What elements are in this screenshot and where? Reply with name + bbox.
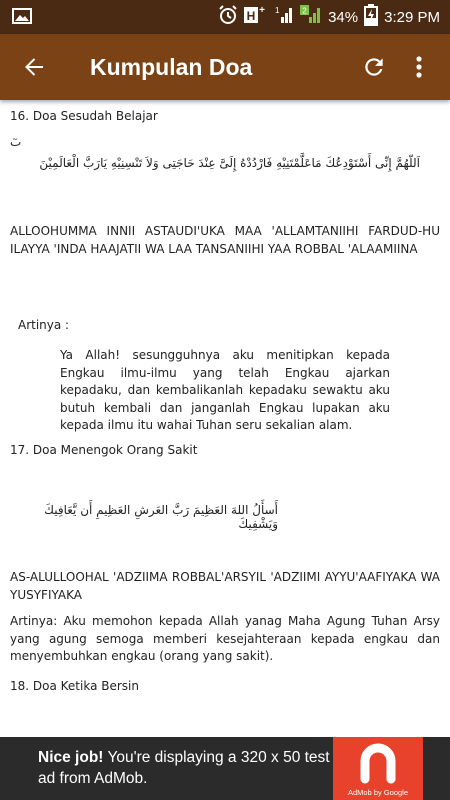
battery-percent: 34% — [328, 8, 359, 26]
admob-logo-icon — [333, 737, 423, 789]
gallery-icon — [12, 8, 32, 28]
ad-banner[interactable] — [0, 737, 450, 800]
doa17-latin: AS-ALULLOOHAL 'ADZIIMA ROBBAL'ARSYIL 'ADZIIMI AYYU'AAFIYAKA WA YUSYFIYAKA — [10, 570, 440, 602]
sim2-signal-icon — [300, 5, 322, 29]
ad-text — [38, 747, 330, 789]
clock: 3:29 PM — [384, 8, 440, 26]
admob-byline: AdMob by Google — [347, 788, 409, 797]
ad-bold-text: Nice job! — [38, 749, 104, 766]
doa18-heading: 18. Doa Ketika Bersin — [10, 679, 139, 693]
doa17-artinya: Artinya: Aku memohon kepada Allah yanag Maha Agung Tuhan Arsy yang agung semoga memberi kesejahteraan kepada engkau dan menyembuhkan engkau (orang yang sakit). — [10, 614, 440, 663]
more-vert-icon — [415, 55, 423, 79]
refresh-button[interactable] — [358, 51, 390, 83]
status-bar — [0, 0, 450, 34]
doa16-artinya: Ya Allah! sesungguhnya aku menitipkan kepada Engkau ilmu-ilmu yang telah Engkau ajarkan kepadaku, dan kembalikanlah kepadaku sewaktu aku butuh kembali dan janganlah Engkau lupakan aku kepada ilmu itu wahai Tuhan seru sekalian alam. — [60, 348, 390, 432]
back-button[interactable] — [14, 49, 54, 85]
doa16-arabic: اَللّهُمَّ إِنِّى أَسْتَوْدِعُكَ مَاعَلَّمْتَنِيْهِ فَارْدُدْهُ إِلَىَّ عِنْدَ حَاجَتِى وَلاَ تَنْسِنِيْهِ يَارَبَّ الْعَالَمِيْنَ — [39, 156, 420, 170]
doa16-artinya-label: Artinya : — [18, 318, 70, 332]
doa17-heading: 17. Doa Menengok Orang Sakit — [10, 443, 198, 457]
battery-charging-icon — [364, 4, 378, 30]
admob-logo[interactable] — [333, 737, 423, 800]
refresh-icon — [361, 54, 387, 80]
ad-body-text: You're displaying a 320 x 50 test ad from AdMob. — [38, 749, 330, 787]
svg-text:H: H — [246, 9, 256, 23]
arrow-back-icon — [22, 55, 46, 79]
svg-text:2: 2 — [302, 6, 307, 16]
doa17-arabic: أَسأَلُ اللهَ العَظِيمَ رَبَّ العَرشِ العَظِيمِ أَن يَّعَافِيكَ وَيَشْفِيكَ — [44, 503, 278, 531]
doa16-mark: ٮٓ — [10, 135, 22, 149]
doa-content[interactable] — [0, 100, 450, 737]
doa16-latin: ALLOOHUMMA INNII ASTAUDI'UKA MAA 'ALLAMTANIIHI FARDUD-HU ILAYYA 'INDA HAAJATII WA LAA TANSANIIHI YAA ROBBAL 'ALAAMIINA — [10, 224, 440, 256]
alarm-icon — [218, 5, 238, 29]
sim1-signal-icon — [272, 5, 294, 29]
doa16-heading: 16. Doa Sesudah Belajar — [10, 109, 158, 123]
svg-text:1: 1 — [275, 6, 280, 15]
overflow-menu-button[interactable] — [404, 51, 434, 83]
signal-h-plus-icon — [244, 5, 266, 29]
app-bar — [0, 34, 450, 100]
svg-text:+: + — [259, 5, 266, 16]
page-title: Kumpulan Doa — [90, 54, 253, 80]
